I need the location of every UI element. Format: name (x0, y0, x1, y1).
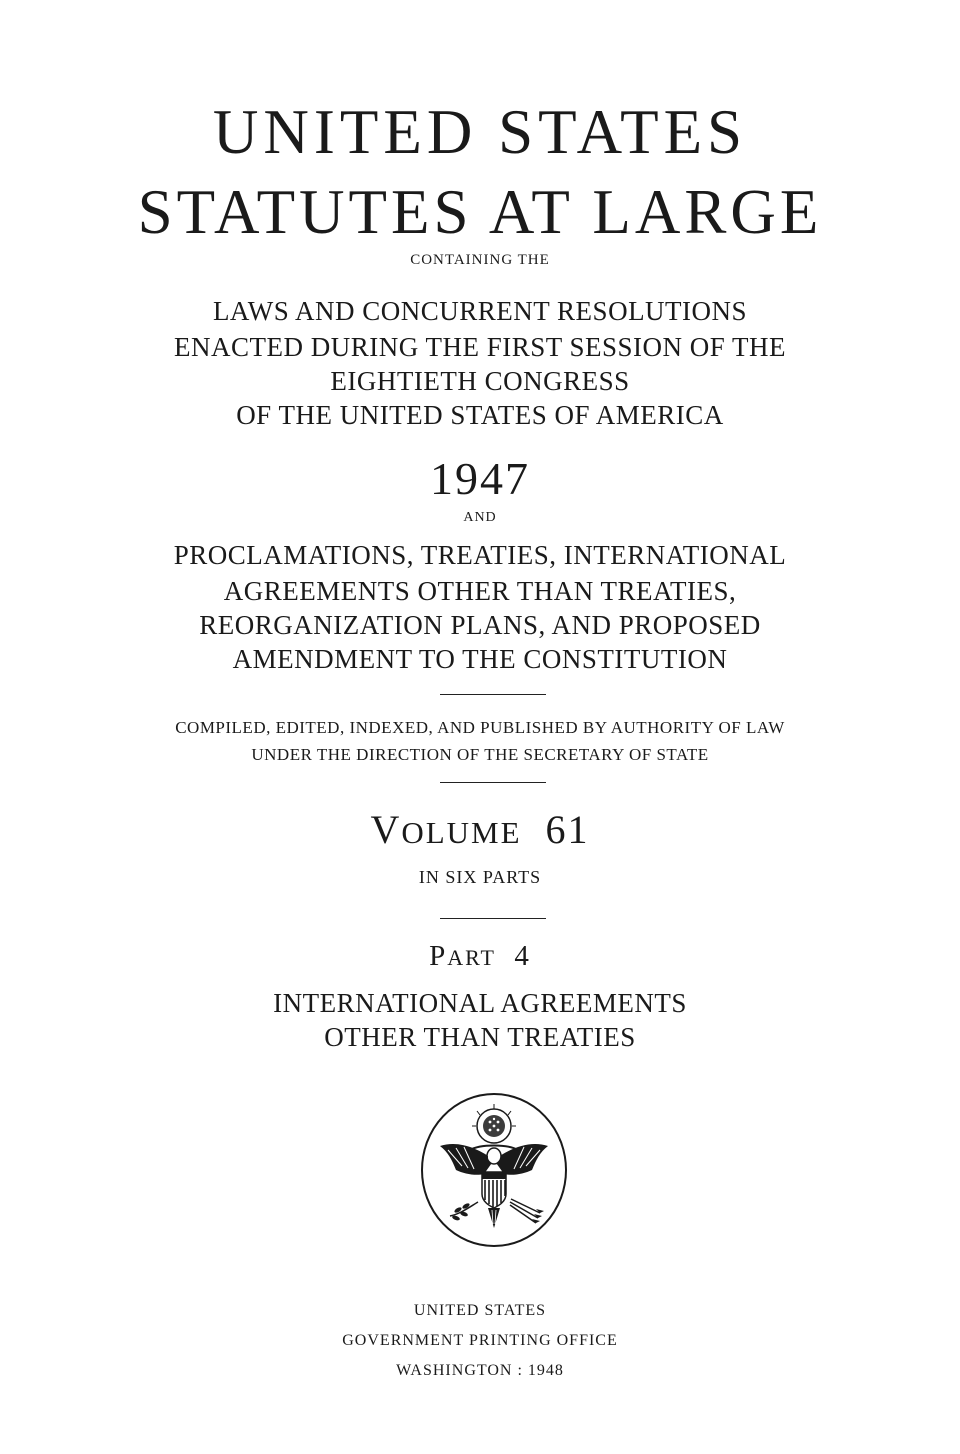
title-line-2: STATUTES AT LARGE (137, 177, 823, 247)
imprint-line-2: GOVERNMENT PRINTING OFFICE (342, 1332, 618, 1349)
proclamations-line-3: REORGANIZATION PLANS, AND PROPOSED (199, 610, 761, 640)
great-seal-eagle-icon (418, 1090, 570, 1250)
year: 1947 (430, 453, 530, 504)
compiled-line-2: UNDER THE DIRECTION OF THE SECRETARY OF STATE (251, 745, 709, 764)
imprint-line-3: WASHINGTON : 1948 (396, 1362, 564, 1379)
laws-line-2: ENACTED DURING THE FIRST SESSION OF THE (173, 332, 787, 362)
part-number: 4 (514, 940, 531, 972)
volume-number: 61 (545, 807, 590, 852)
laws-line-4: OF THE UNITED STATES OF AMERICA (236, 400, 724, 430)
title-line-1: UNITED STATES (212, 97, 748, 167)
compiled-line-1: COMPILED, EDITED, INDEXED, AND PUBLISHED BY AUTHORITY OF LAW (175, 718, 785, 737)
containing-label: CONTAINING THE (410, 252, 550, 268)
volume-heading (0, 806, 960, 853)
laws-line-1: LAWS AND CONCURRENT RESOLUTIONS (212, 296, 748, 326)
divider-rule-1 (440, 694, 546, 695)
part-subtitle-line-1: INTERNATIONAL AGREEMENTS (273, 988, 687, 1018)
proclamations-line-1: PROCLAMATIONS, TREATIES, INTERNATIONAL (173, 540, 787, 570)
imprint-line-1: UNITED STATES (413, 1302, 547, 1319)
volume-rest: OLUME (401, 815, 522, 850)
proclamations-line-2: AGREEMENTS OTHER THAN TREATIES, (223, 576, 737, 606)
parts-label: IN SIX PARTS (418, 867, 542, 887)
part-subtitle-line-2: OTHER THAN TREATIES (324, 1022, 636, 1052)
part-first-letter: P (429, 940, 448, 972)
divider-rule-3 (440, 918, 546, 919)
volume-first-letter: V (370, 807, 402, 852)
laws-line-3: EIGHTIETH CONGRESS (330, 366, 630, 396)
part-heading (0, 940, 960, 973)
proclamations-line-4: AMENDMENT TO THE CONSTITUTION (232, 644, 728, 674)
part-rest: ART (447, 945, 496, 970)
and-label: AND (463, 510, 497, 525)
divider-rule-2 (440, 782, 546, 783)
